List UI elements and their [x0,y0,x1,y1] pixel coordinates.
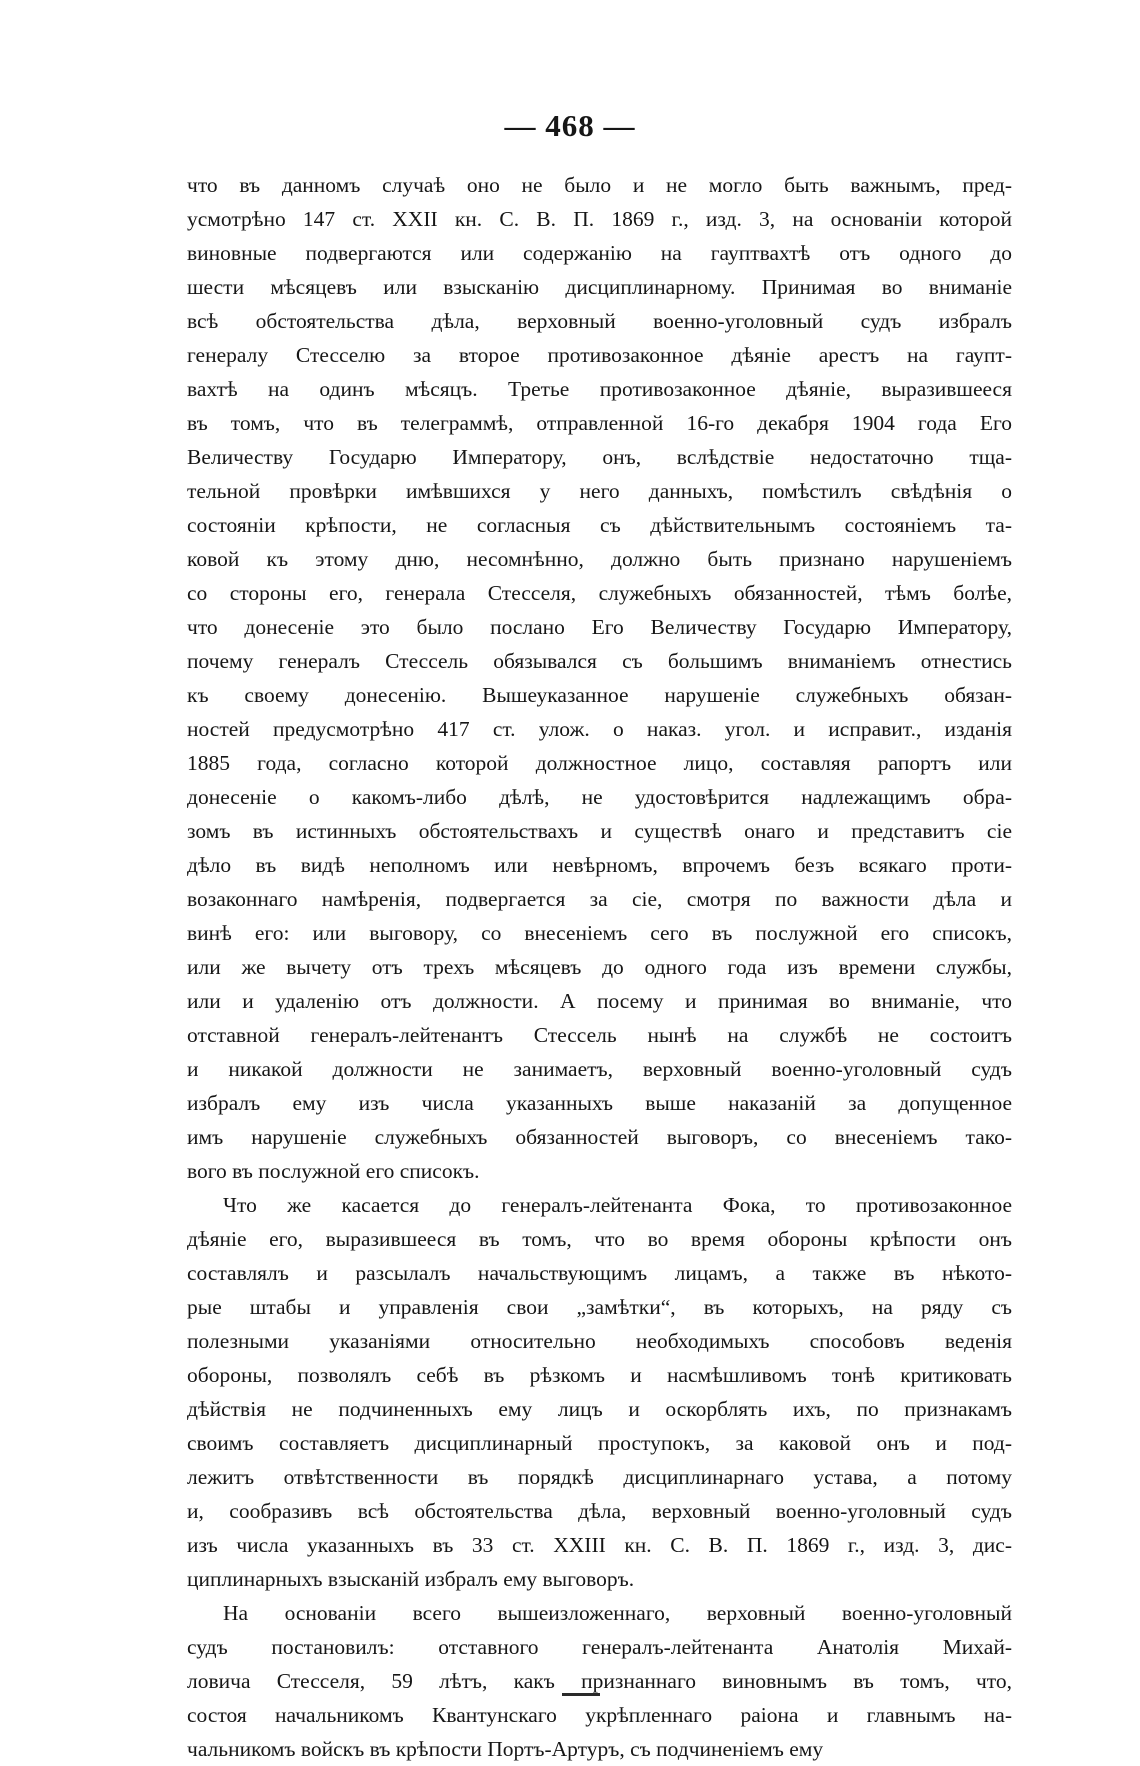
text-line: состоя начальникомъ Квантунскаго укрѣпленнаго раіона и главнымъ на- [187,1703,1012,1727]
text-line: донесеніе о какомъ-либо дѣлѣ, не удостовѣрится надлежащимъ обра- [187,785,1012,809]
text-line: Величеству Государю Императору, онъ, вслѣдствіе недостаточно тща- [187,445,1012,469]
text-line: отставной генералъ-лейтенантъ Стессель нынѣ на службѣ не состоитъ [187,1023,1012,1047]
footer-rule [562,1693,600,1696]
text-line: чальникомъ войскъ въ крѣпости Портъ-Артуръ, съ подчиненіемъ ему [187,1737,824,1761]
text-line: возаконнаго намѣренія, подвергается за сіе, смотря по важности дѣла и [187,887,1012,911]
text-line: всѣ обстоятельства дѣла, верховный военно-уголовный судъ избралъ [187,309,1012,333]
text-line: виновные подвергаются или содержанію на гауптвахтѣ отъ одного до [187,241,1012,265]
text-line: вахтѣ на одинъ мѣсяцъ. Третье противозаконное дѣяніе, выразившееся [187,377,1012,401]
text-line: дѣло въ видѣ неполномъ или невѣрномъ, впрочемъ безъ всякаго проти- [187,853,1012,877]
text-line: къ своему донесенію. Вышеуказанное нарушеніе служебныхъ обязан- [187,683,1012,707]
text-line: обороны, позволялъ себѣ въ рѣзкомъ и насмѣшливомъ тонѣ критиковать [187,1363,1012,1387]
text-line: составлялъ и разсылалъ начальствующимъ лицамъ, а также въ нѣкото- [187,1261,1012,1285]
text-line: судъ постановилъ: отставного генералъ-лейтенанта Анатолія Михай- [187,1635,1012,1659]
text-line: тельной провѣрки имѣвшихся у него данныхъ, помѣстилъ свѣдѣнія о [187,479,1012,503]
text-line: вого въ послужной его списокъ. [187,1159,480,1183]
text-line: лежитъ отвѣтственности въ порядкѣ дисциплинарнаго устава, а потому [187,1465,1012,1489]
paragraph [187,168,1012,1188]
text-line: циплинарныхъ взысканій избралъ ему выговоръ. [187,1567,635,1591]
text-line: что донесеніе это было послано Его Величеству Государю Императору, [187,615,1012,639]
text-line: почему генералъ Стессель обязывался съ большимъ вниманіемъ отнестись [187,649,1012,673]
text-line: рые штабы и управленія свои „замѣтки“, въ которыхъ, на ряду съ [187,1295,1012,1319]
text-line: На основаніи всего вышеизложеннаго, верховный военно-уголовный [223,1601,1012,1625]
paragraph [187,1188,1012,1596]
text-line: въ томъ, что въ телеграммѣ, отправленной 16-го декабря 1904 года Его [187,411,1012,435]
text-line: или же вычету отъ трехъ мѣсяцевъ до одного года изъ времени службы, [187,955,1012,979]
text-line: или и удаленію отъ должности. А посему и принимая во вниманіе, что [187,989,1012,1013]
text-line: ковой къ этому дню, несомнѣнно, должно быть признано нарушеніемъ [187,547,1012,571]
text-line: шести мѣсяцевъ или взысканію дисциплинарному. Принимая во вниманіе [187,275,1012,299]
paragraph [187,1596,1012,1766]
text-line: своимъ составляетъ дисциплинарный проступокъ, за каковой онъ и под- [187,1431,1012,1455]
text-line: Что же касается до генералъ-лейтенанта Фока, то противозаконное [223,1193,1012,1217]
text-line: избралъ ему изъ числа указанныхъ выше наказаній за допущенное [187,1091,1012,1115]
body-text [187,168,1012,1766]
text-line: ловича Стесселя, 59 лѣтъ, какъ признаннаго виновнымъ въ томъ, что, [187,1669,1012,1693]
text-line: изъ числа указанныхъ въ 33 ст. XXIII кн. С. В. П. 1869 г., изд. 3, дис- [187,1533,1012,1557]
text-line: винѣ его: или выговору, со внесеніемъ сего въ послужной его списокъ, [187,921,1012,945]
text-line: дѣяніе его, выразившееся въ томъ, что во время обороны крѣпости онъ [187,1227,1012,1251]
text-line: и никакой должности не занимаетъ, верховный военно-уголовный судъ [187,1057,1012,1081]
text-line: что въ данномъ случаѣ оно не было и не могло быть важнымъ, пред- [187,173,1012,197]
text-line: состояніи крѣпости, не согласныя съ дѣйствительнымъ состояніемъ та- [187,513,1012,537]
text-line: со стороны его, генерала Стесселя, служебныхъ обязанностей, тѣмъ болѣе, [187,581,1012,605]
text-line: полезными указаніями относительно необходимыхъ способовъ веденія [187,1329,1012,1353]
text-line: усмотрѣно 147 ст. XXII кн. С. В. П. 1869 г., изд. 3, на основаніи которой [187,207,1012,231]
text-line: 1885 года, согласно которой должностное лицо, составляя рапортъ или [187,751,1012,775]
text-line: и, сообразивъ всѣ обстоятельства дѣла, верховный военно-уголовный судъ [187,1499,1012,1523]
text-line: имъ нарушеніе служебныхъ обязанностей выговоръ, со внесеніемъ тако- [187,1125,1012,1149]
page-number: — 468 — [504,108,636,143]
text-line: генералу Стесселю за второе противозаконное дѣяніе арестъ на гаупт- [187,343,1012,367]
text-line: ностей предусмотрѣно 417 ст. улож. о наказ. угол. и исправит., изданія [187,717,1012,741]
text-line: зомъ въ истинныхъ обстоятельствахъ и существѣ онаго и представитъ сіе [187,819,1012,843]
text-line: дѣйствія не подчиненныхъ ему лицъ и оскорблять ихъ, по признакамъ [187,1397,1012,1421]
